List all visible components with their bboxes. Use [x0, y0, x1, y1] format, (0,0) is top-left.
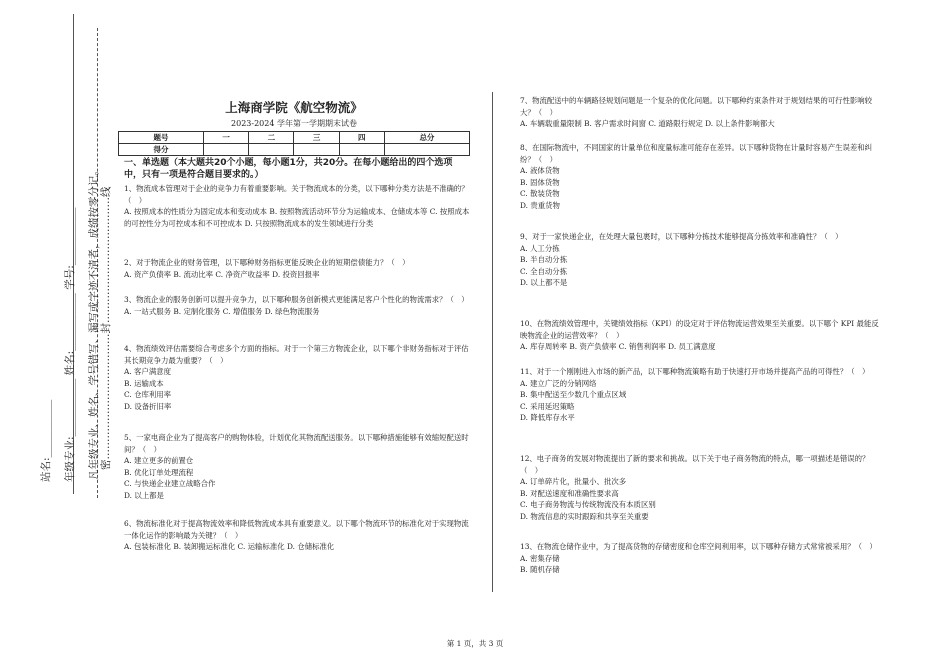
binding-student-info: 年级专业:___________ 姓名:___________ 学号:___________: [64, 207, 76, 482]
question-option: C. 与快递企业建立战略合作: [124, 479, 216, 489]
question-option: A. 建立更多的前置仓: [124, 456, 194, 466]
score-cell: 三: [294, 132, 339, 144]
score-table-header-row: [119, 132, 470, 144]
question-stem: 2、对于物流企业的财务管理，以下哪种财务指标更能反映企业的短期偿债能力？（ ）: [124, 258, 410, 267]
question-option: C. 散装货物: [520, 189, 560, 199]
question-option: C. 电子商务物流与传统物流没有本质区别: [520, 500, 656, 510]
question-stem: 5、一家电商企业为了提高客户的购物体验，计划优化其物流配送服务。以下哪种措施能够有效缩短配送时间？（ ）: [124, 433, 469, 454]
score-input-cell: [384, 144, 469, 156]
question-stem: 12、电子商务的发展对物流提出了新的要求和挑战。以下关于电子商务物流的特点，哪一项描述是错误的？（ ）: [520, 454, 870, 475]
question-option: D. 以上都不是: [520, 278, 568, 288]
question-2: [124, 257, 470, 280]
question-stem: 13、在物流仓储作业中，为了提高货物的存储密度和仓库空间利用率，以下哪种存储方式常常被采用？（ ）: [520, 542, 877, 551]
question-12: [520, 453, 880, 523]
score-cell: 四: [339, 132, 384, 144]
question-option: B. 对配送速度和准确性要求高: [520, 488, 619, 498]
question-option: D. 物流信息的实时跟踪和共享至关重要: [520, 511, 649, 521]
question-options: A. 包装标准化 B. 装卸搬运标准化 C. 运输标准化 D. 仓储标准化: [124, 542, 335, 552]
question-stem: 1、物流成本管理对于企业的竞争力有着重要影响。关于物流成本的分类，以下哪种分类方法是不准确的？（ ）: [124, 184, 469, 205]
score-table: [118, 131, 470, 156]
question-options: A. 库存周转率 B. 资产负债率 C. 销售利润率 D. 员工满意度: [520, 342, 716, 352]
score-cell: 一: [204, 132, 249, 144]
score-input-cell: [339, 144, 384, 156]
exam-title: 上海商学院《航空物流》: [225, 100, 363, 115]
question-1: [124, 183, 470, 229]
question-stem: 7、物流配送中的车辆路径规划问题是一个复杂的优化问题。以下哪种约束条件对于规划结果的可行性影响较大？（ ）: [520, 96, 873, 117]
question-stem: 11、对于一个刚刚进入市场的新产品，以下哪种物流策略有助于快速打开市场并提高产品的可得性？（ ）: [520, 367, 870, 376]
question-option: B. 集中配送至少数几个重点区域: [520, 390, 627, 400]
question-options: A. 按照成本的性质分为固定成本和变动成本 B. 按照物流活动环节分为运输成本、仓储成本等 C. 按照成本的可控性分为可控成本和不可控成本 D. 只按照物流成本的发生领域进行分类: [124, 207, 470, 228]
score-cell: 二: [249, 132, 294, 144]
section-heading: 一、单选题（本大题共20个小题，每小题1分，共20分。在每小题给出的四个选项中，只有一项是符合题目要求的。）: [124, 158, 453, 180]
binding-notice: 凡年级专业、姓名、学号错写、漏写或字迹不清者，成绩按零分记。: [88, 165, 100, 480]
question-9: [520, 231, 880, 289]
question-option: C. 采用延迟策略: [520, 401, 575, 411]
question-3: [124, 294, 470, 317]
question-8: [520, 142, 880, 212]
question-6: [124, 518, 470, 553]
question-option: B. 运输成本: [124, 378, 164, 388]
question-option: A. 液体货物: [520, 166, 560, 176]
question-stem: 9、对于一家快递企业，在处理大量包裹时，以下哪种分拣技术能够提高分拣效率和准确性？（ ）: [520, 232, 843, 241]
question-option: A. 密集存储: [520, 553, 560, 563]
question-option: D. 贵重货物: [520, 200, 560, 210]
question-option: D. 降低库存水平: [520, 413, 575, 423]
page-footer: 第 1 页，共 3 页: [446, 639, 504, 648]
question-option: A. 订单碎片化，批量小、批次多: [520, 477, 627, 487]
question-option: D. 以上都是: [124, 490, 164, 500]
question-stem: 8、在国际物流中，不同国家的计量单位和度量标准可能存在差异。以下哪种货物在计量时容易产生误差和纠纷？（ ）: [520, 143, 873, 164]
question-13: [520, 541, 880, 576]
question-stem: 3、物流企业的服务创新可以提升竞争力，以下哪种服务创新模式更能满足客户个性化的物流需求？（ ）: [124, 295, 469, 304]
question-option: C. 仓库利用率: [124, 390, 172, 400]
question-11: [520, 366, 880, 424]
score-table-score-row: [119, 144, 470, 156]
question-stem: 10、在物流绩效管理中，关键绩效指标（KPI）的设定对于评估物流运营效果至关重要。以下哪个 KPI 最能反映物流企业的运营效率？（ ）: [520, 319, 879, 340]
question-stem: 4、物流绩效评估需要综合考虑多个方面的指标。对于一个第三方物流企业，以下哪个非财务指标对于评估其长期竞争力最为重要？（ ）: [124, 344, 469, 365]
question-option: A. 人工分拣: [520, 243, 560, 253]
score-input-cell: [249, 144, 294, 156]
question-option: A. 建立广泛的分销网络: [520, 378, 597, 388]
question-stem: 6、物流标准化对于提高物流效率和降低物流成本具有重要意义。以下哪个物流环节的标准化对于实现物流一体化运作的影响最为关键？（ ）: [124, 519, 469, 540]
question-option: B. 固体货物: [520, 177, 560, 187]
question-7: [520, 95, 880, 130]
question-options: A. 资产负债率 B. 流动比率 C. 净资产收益率 D. 投资回报率: [124, 269, 320, 279]
exam-subtitle: 2023-2024 学年第一学期期末试卷: [231, 119, 357, 128]
question-5: [124, 432, 470, 502]
question-option: A. 客户满意度: [124, 367, 171, 377]
question-option: B. 优化订单处理流程: [124, 467, 194, 477]
score-cell: 题号: [119, 132, 204, 144]
question-options: A. 车辆载重量限制 B. 客户需求时间窗 C. 道路限行规定 D. 以上条件影响都大: [520, 119, 775, 129]
question-option: B. 半自动分拣: [520, 255, 568, 265]
question-4: [124, 343, 470, 413]
question-option: D. 设备折旧率: [124, 401, 172, 411]
question-10: [520, 318, 880, 353]
score-input-cell: [294, 144, 339, 156]
binding-strip: [0, 0, 110, 672]
score-cell: 得分: [119, 144, 204, 156]
question-option: C. 全自动分拣: [520, 266, 568, 276]
question-options: A. 一站式服务 B. 定制化服务 C. 增值服务 D. 绿色物流服务: [124, 306, 320, 316]
binding-seal-line: 密………………………………封………………………………线: [100, 186, 112, 470]
score-cell: 总分: [384, 132, 469, 144]
binding-station: 站名:___________: [40, 399, 52, 482]
question-option: B. 随机存储: [520, 565, 560, 575]
score-input-cell: [204, 144, 249, 156]
column-divider: [492, 92, 493, 592]
